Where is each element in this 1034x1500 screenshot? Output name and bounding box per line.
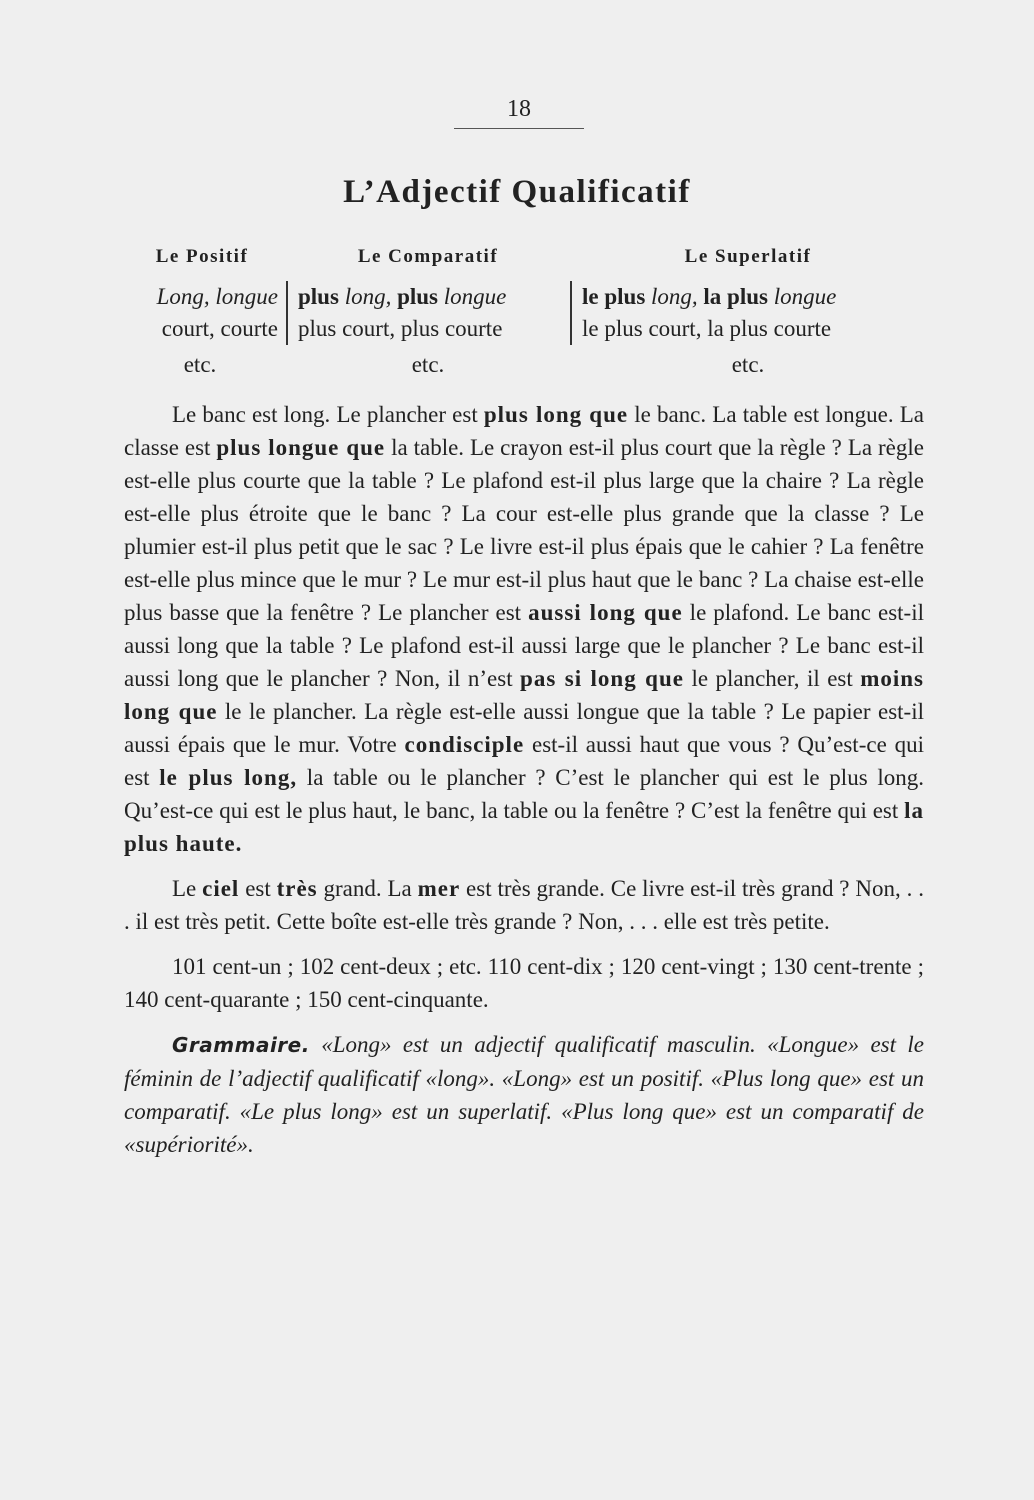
- text-run: Le: [172, 876, 203, 901]
- body-text: [124, 398, 924, 1161]
- text-run: le le plancher. La règle est-elle aussi longue que la table ? Le papier est-il aussi épais que le mur. Votre: [124, 699, 924, 757]
- text-run: est: [239, 876, 277, 901]
- superlatif-row-1: [582, 281, 836, 313]
- comparatif-plus-2: plus: [397, 284, 439, 309]
- comparatif-long: long,: [344, 284, 392, 309]
- emphasis: aussi long que: [528, 600, 683, 625]
- table-divider-1: [286, 281, 288, 345]
- table-divider-2: [570, 281, 572, 345]
- text-run: le banc. La table est longue. La classe est: [124, 402, 924, 460]
- superlatif-longue: longue: [773, 284, 837, 309]
- comparatif-longue: longue: [443, 284, 507, 309]
- text-run: le plafond. Le banc est-il aussi long que la table ? Le plafond est-il aussi large que le plancher ? Le banc est-il aussi long que le plancher ? Non, il n’est: [124, 600, 924, 691]
- header-superlatif: Le Superlatif: [684, 246, 812, 267]
- text-run: la table ou le plancher ? C’est le plancher qui est le plus long. Qu’est-ce qui est le plus haut, le banc, la table ou la fenêtre ? C’est la fenêtre qui est: [124, 765, 924, 823]
- text-run: grand. La: [317, 876, 418, 901]
- header-comparatif: Le Comparatif: [357, 246, 499, 267]
- comparatif-row-2: plus court, plus courte: [298, 316, 503, 341]
- positif-row-2: court, courte: [161, 316, 278, 341]
- emphasis: plus longue que: [216, 435, 386, 460]
- page-number: 18: [507, 96, 531, 122]
- positif-row-1: Long, longue: [156, 284, 278, 309]
- page-number-rule: [454, 128, 584, 129]
- emphasis: plus long que: [483, 402, 629, 427]
- superlatif-row-2: le plus court, la plus courte: [582, 316, 832, 341]
- emphasis: très: [276, 876, 318, 901]
- paragraph-numbers: 101 cent-un ; 102 cent-deux ; etc. 110 cent-dix ; 120 cent-vingt ; 130 cent-trente ; 140 cent-quarante ; 150 cent-cinquante.: [124, 954, 924, 1012]
- paragraph-comparisons: [124, 398, 924, 860]
- paragraph-tres: [124, 872, 924, 938]
- comparatif-row-1: [298, 281, 506, 313]
- text-run: la table. Le crayon est-il plus court que la règle ? La règle est-elle plus courte que la table ? Le plafond est-il plus large que la chaire ? La règle est-elle plus étroite que le banc ? La cour est-elle plus grande que la classe ? Le plumier est-il plus petit que le sac ? Le livre est-il plus épais que le cahier ? La fenêtre est-elle plus mince que le mur ? Le mur est-il plus haut que le banc ? La chaise est-elle plus basse que la fenêtre ? Le plancher est: [124, 435, 924, 625]
- header-positif: Le Positif: [155, 246, 249, 267]
- text-run: est très grande. Ce livre est-il très grand ? Non, . . . il est très petit. Cette boîte est-elle très grande ? Non, . . . elle est très petite.: [124, 876, 924, 934]
- paragraph-grammar: [124, 1028, 924, 1161]
- emphasis: pas si long que: [520, 666, 684, 691]
- grammar-text: «Long» est un adjectif qualificatif masculin. «Longue» est le féminin de l’adjectif qualificatif «long». «Long» est un positif. «Plus long que» est un comparatif. «Le plus long» est un superlatif. «Plus long que» est un comparatif de «supériorité».: [124, 1032, 924, 1157]
- emphasis: ciel: [202, 876, 240, 901]
- superlatif-row-3: etc.: [731, 352, 765, 377]
- emphasis: la plus haute.: [124, 798, 924, 856]
- superlatif-long: long,: [651, 284, 698, 309]
- superlatif-la-plus: la plus: [703, 284, 768, 309]
- grammar-label: Grammaire.: [172, 1033, 310, 1057]
- emphasis: moins long que: [124, 666, 924, 724]
- comparatif-plus-1: plus: [298, 284, 339, 309]
- emphasis: le plus long,: [159, 765, 298, 790]
- comparatif-row-3: etc.: [411, 352, 445, 377]
- text-run: le plancher, il est: [683, 666, 861, 691]
- emphasis: mer: [417, 876, 461, 901]
- text-run: est-il aussi haut que vous ? Qu’est-ce qui est: [124, 732, 924, 790]
- page-title: L’Adjectif Qualificatif: [343, 174, 691, 210]
- text-run: Le banc est long. Le plancher est: [172, 402, 484, 427]
- superlatif-le-plus: le plus: [582, 284, 646, 309]
- positif-row-3: etc.: [183, 352, 217, 377]
- emphasis: condisciple: [404, 732, 525, 757]
